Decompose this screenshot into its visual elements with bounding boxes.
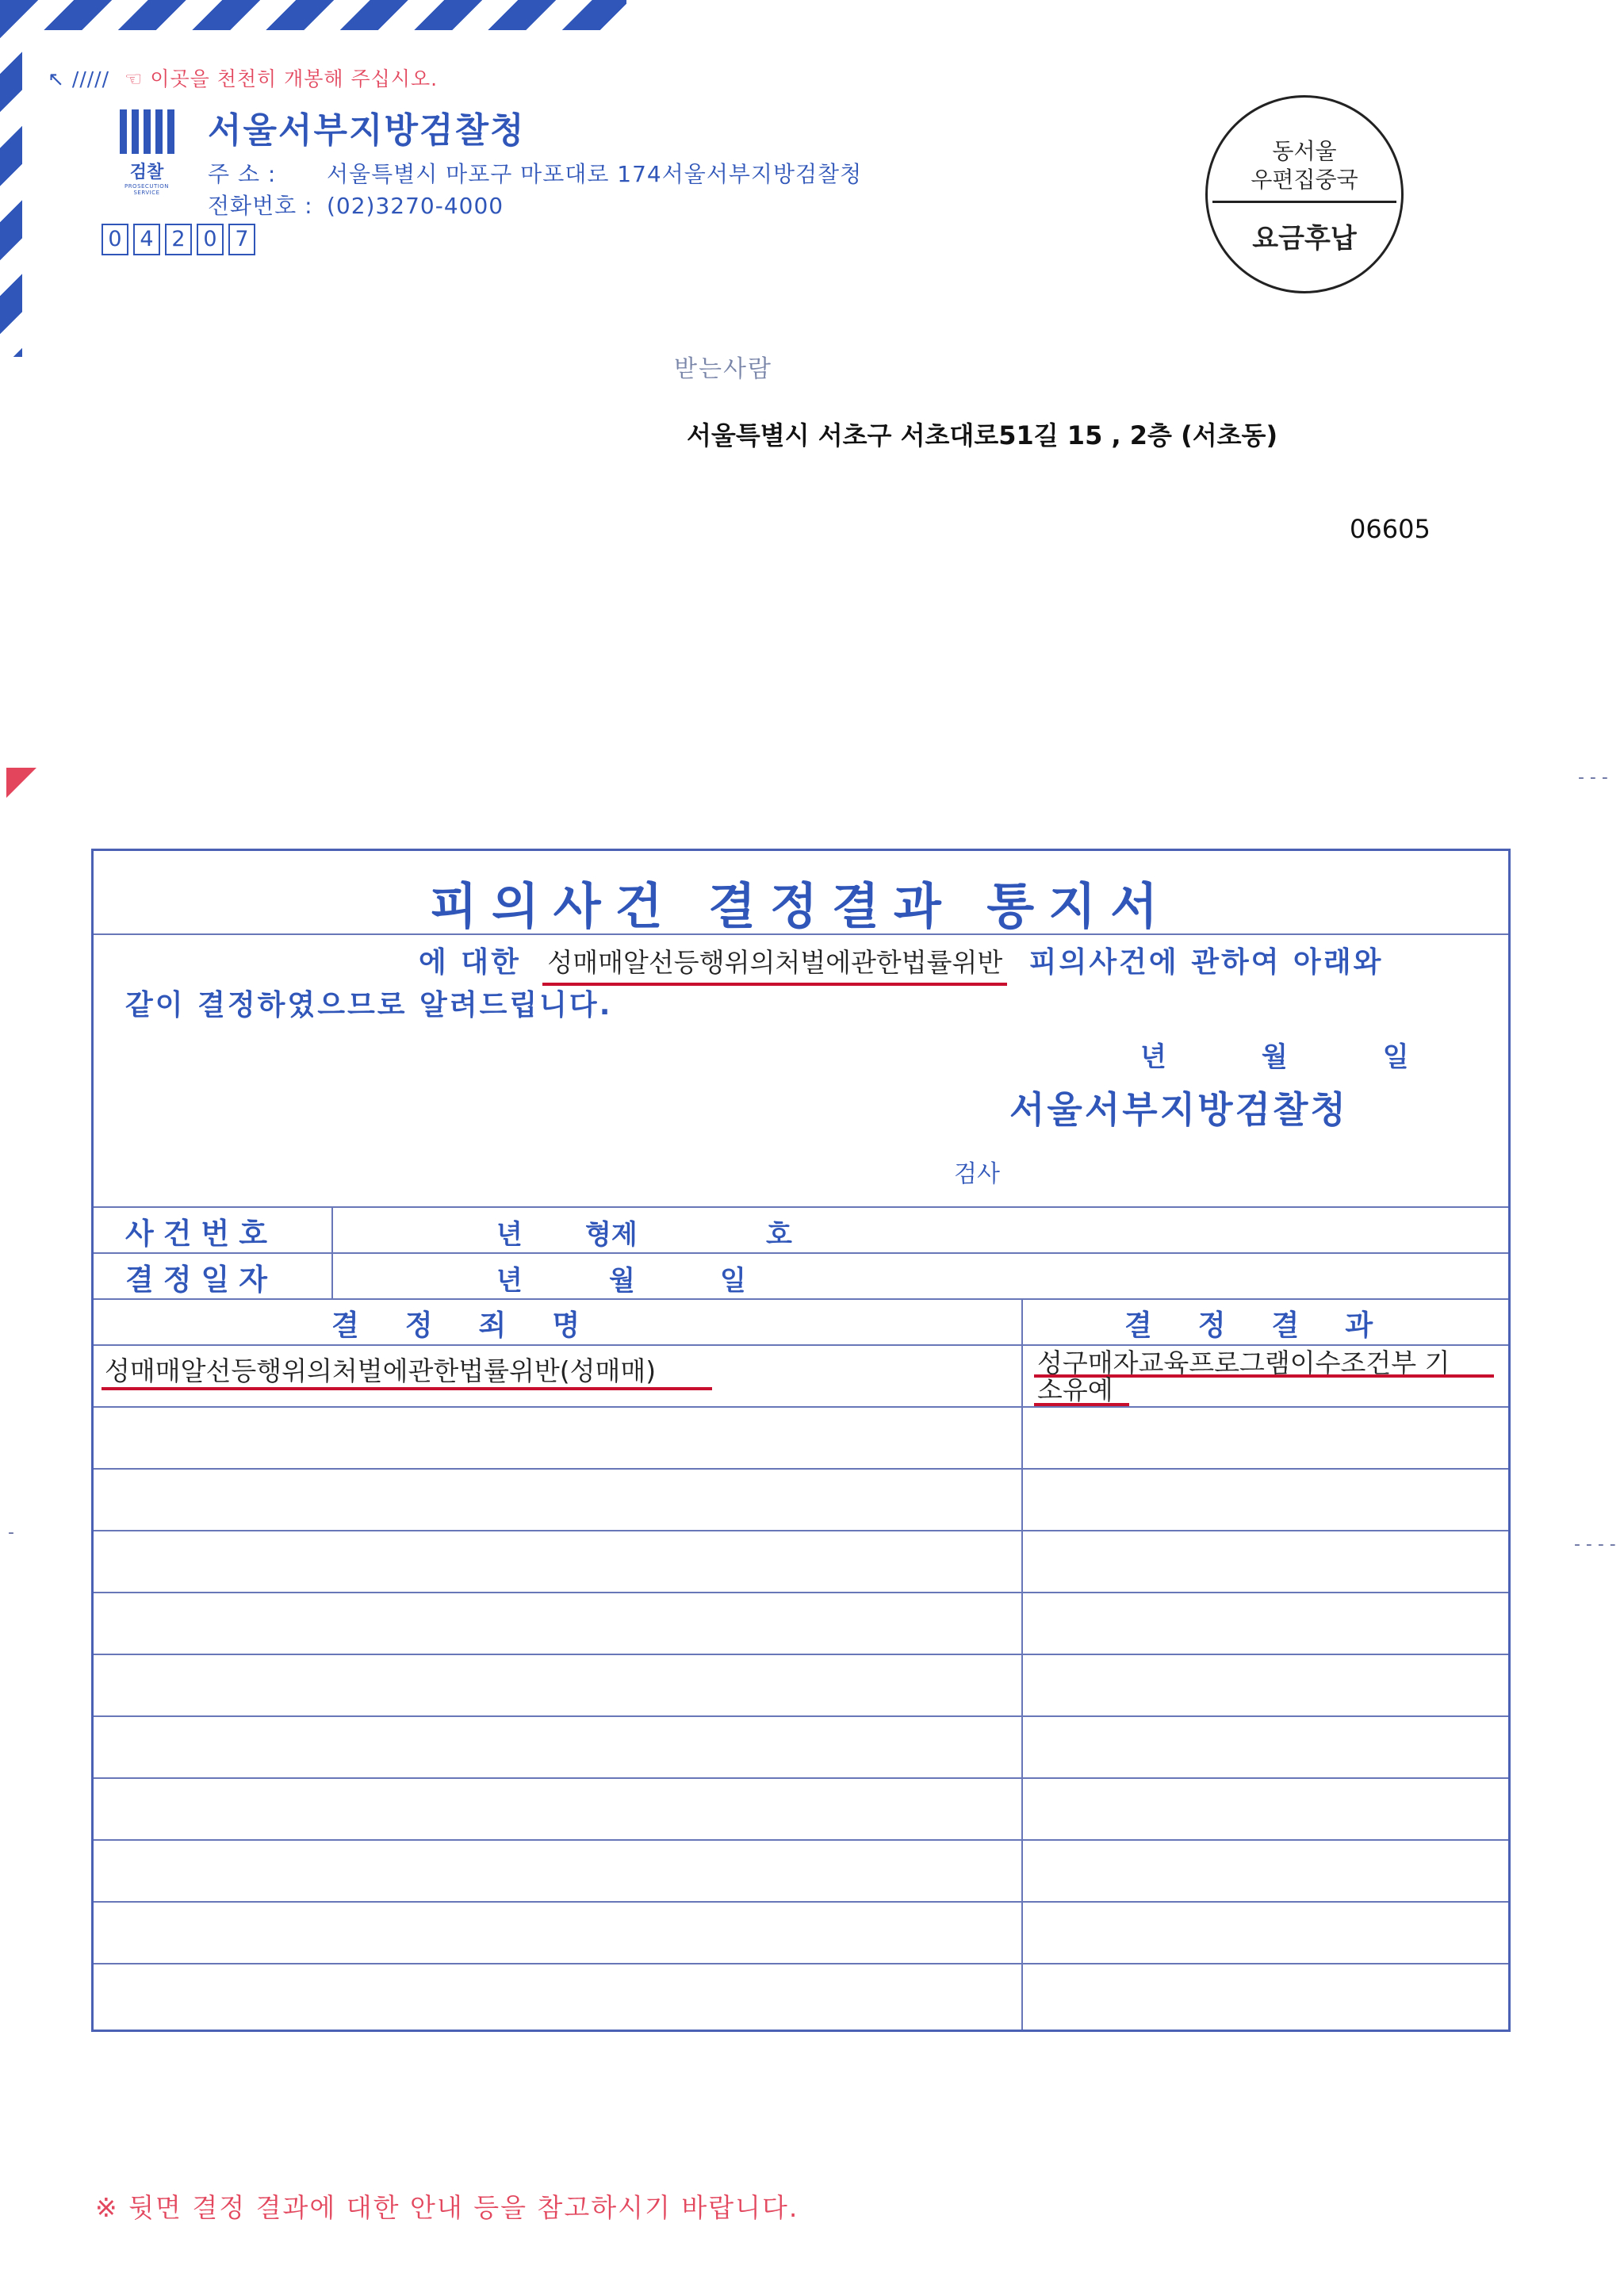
edge-tick: -	[8, 1523, 14, 1543]
divider	[94, 1206, 1508, 1208]
fold-line-mark: - - -	[1578, 768, 1608, 788]
decision-date-month: 월	[609, 1265, 635, 1297]
postal-digit: 0	[197, 224, 224, 255]
table-row-line	[94, 1406, 1508, 1408]
postmark-stamp	[1205, 95, 1404, 293]
sender-name: 서울서부지방검찰청	[208, 110, 526, 151]
case-number-year: 년	[496, 1219, 523, 1251]
result-column-header: 결정결과	[1124, 1309, 1419, 1342]
postmark-divider	[1212, 201, 1396, 203]
airmail-stripe-left	[0, 0, 22, 357]
prosecution-logo	[111, 109, 182, 205]
case-number-type: 형제	[585, 1219, 638, 1251]
table-row-line	[94, 1715, 1508, 1717]
fold-marker-icon	[6, 768, 36, 798]
result-entry-line2: 소유예	[1037, 1374, 1113, 1405]
table-row-line	[94, 1468, 1508, 1470]
notice-date	[1140, 1035, 1504, 1074]
table-row-line	[94, 1530, 1508, 1531]
recipient-label: 받는사람	[674, 355, 772, 383]
issuing-office: 서울서부지방검찰청	[1009, 1088, 1348, 1131]
divider	[94, 1298, 1508, 1300]
fold-line-mark: - - - -	[1574, 1535, 1616, 1554]
case-number-label: 사건번호	[125, 1217, 277, 1251]
postmark-line2: 우편집중국	[1251, 167, 1358, 193]
intro-line2: 같이 결정하였으므로 알려드립니다.	[125, 989, 613, 1022]
table-row-line	[94, 1592, 1508, 1593]
charge-entry: 성매매알선등행위의처벌에관한법률위반(성매매)	[105, 1355, 657, 1386]
postal-digit: 2	[165, 224, 192, 255]
table-row-line	[94, 1963, 1508, 1964]
table-row-line	[94, 1777, 1508, 1779]
phone-label: 전화번호 :	[208, 193, 313, 219]
decision-date-day: 일	[720, 1265, 746, 1297]
charge-column-header: 결정죄명	[331, 1309, 626, 1342]
address-value: 서울특별시 마포구 마포대로 174서울서부지방검찰청	[327, 161, 863, 187]
recipient-postal-code: 06605	[1350, 514, 1431, 544]
postal-digit: 0	[102, 224, 128, 255]
highlight-underline	[102, 1387, 712, 1390]
sender-phone	[208, 189, 504, 220]
address-label: 주 소 :	[208, 161, 277, 187]
prosecutor-label: 검사	[954, 1160, 1000, 1188]
open-instruction: ↖ ///// ☜ 이곳을 천천히 개봉해 주십시오.	[48, 67, 439, 90]
sender-postal-code	[102, 224, 255, 255]
divider	[94, 1252, 1508, 1254]
sender-address	[208, 157, 862, 189]
form-title: 피의사건 결정결과 통지서	[430, 877, 1172, 935]
decision-date-label: 결정일자	[125, 1263, 277, 1297]
decision-notice-form	[91, 849, 1511, 2032]
logo-bars-icon	[111, 109, 182, 154]
recipient-address: 서울특별시 서초구 서초대로51길 15 , 2층 (서초동)	[687, 420, 1278, 450]
phone-value: (02)3270-4000	[327, 193, 504, 219]
tear-here-icon: ↖ /////	[48, 67, 110, 90]
postal-digit: 4	[133, 224, 160, 255]
date-month-label: 월	[1261, 1041, 1288, 1073]
date-year-label: 년	[1140, 1041, 1166, 1073]
airmail-stripe-top	[0, 0, 626, 30]
logo-subtext: PROSECUTION SERVICE	[124, 183, 170, 196]
decision-date-year: 년	[496, 1265, 523, 1297]
intro-crime-name: 성매매알선등행위의처벌에관한법률위반	[542, 942, 1007, 986]
case-number-no: 호	[766, 1219, 792, 1251]
footer-note: ※ 뒷면 결정 결과에 대한 안내 등을 참고하시기 바랍니다.	[95, 2192, 799, 2223]
result-entry-line1: 성구매자교육프로그램이수조건부 기	[1037, 1347, 1450, 1378]
postmark-line3: 요금후납	[1252, 223, 1357, 255]
table-row-line	[94, 1654, 1508, 1655]
postal-digit: 7	[228, 224, 255, 255]
divider	[94, 933, 1508, 935]
table-row-line	[94, 1839, 1508, 1841]
date-day-label: 일	[1382, 1041, 1409, 1073]
intro-suffix: 피의사건에 관하여 아래와	[1028, 946, 1384, 979]
intro-prefix: 에 대한	[419, 946, 521, 979]
intro-line1	[419, 940, 1383, 986]
table-row-line	[94, 1901, 1508, 1903]
postmark-line1: 동서울	[1272, 138, 1337, 164]
divider	[1021, 1298, 1023, 2030]
logo-text: 검찰	[129, 163, 164, 182]
divider	[331, 1206, 333, 1298]
